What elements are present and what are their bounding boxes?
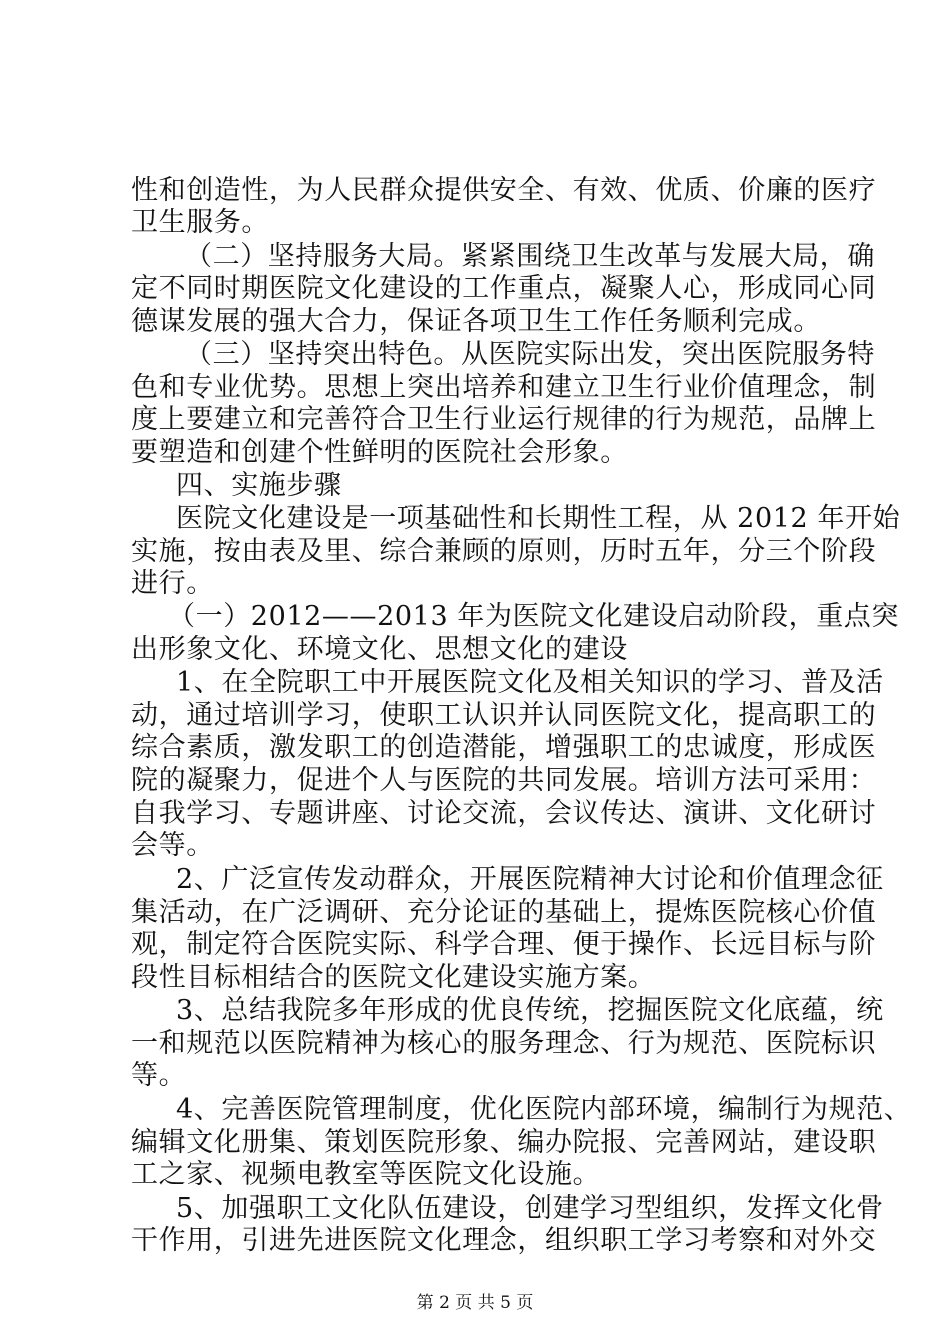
page-number-label: 第 2 页 共 5 页 (416, 1293, 534, 1313)
text-line: 德谋发展的强大合力，保证各项卫生工作任务顺利完成。 (131, 306, 821, 337)
text-line: 集活动，在广泛调研、充分论证的基础上，提炼医院核心价值 (131, 897, 877, 928)
text-line: 出形象文化、环境文化、思想文化的建设 (131, 634, 628, 665)
text-line: （三）坚持突出特色。从医院实际出发，突出医院服务特 (185, 339, 875, 370)
text-line: 2、广泛宣传发动群众，开展医院精神大讨论和价值理念征 (176, 864, 884, 895)
text-line: 干作用，引进先进医院文化理念，组织职工学习考察和对外交 (131, 1225, 877, 1256)
text-line: 院的凝聚力，促进个人与医院的共同发展。培训方法可采用： (131, 765, 877, 796)
text-line: 1、在全院职工中开展医院文化及相关知识的学习、普及活 (176, 667, 884, 698)
text-line: 3、总结我院多年形成的优良传统，挖掘医院文化底蕴，统 (176, 995, 884, 1026)
text-line: 色和专业优势。思想上突出培养和建立卫生行业价值理念，制 (131, 372, 877, 403)
text-line: （一）2012——2013 年为医院文化建设启动阶段，重点突 (168, 601, 900, 632)
text-line: 性和创造性，为人民群众提供安全、有效、优质、价廉的医疗 (131, 175, 877, 206)
text-line: 等。 (131, 1060, 187, 1091)
text-line: 动，通过培训学习，使职工认识并认同医院文化，提高职工的 (131, 700, 877, 731)
text-line: 自我学习、专题讲座、讨论交流，会议传达、演讲、文化研讨 (131, 798, 877, 829)
text-line: 一和规范以医院精神为核心的服务理念、行为规范、医院标识 (131, 1028, 877, 1059)
text-line: 定不同时期医院文化建设的工作重点，凝聚人心，形成同心同 (131, 273, 877, 304)
page-footer (0, 1292, 950, 1314)
text-line: （二）坚持服务大局。紧紧围绕卫生改革与发展大局，确 (185, 241, 875, 272)
text-line: 会等。 (131, 830, 214, 861)
text-line: 度上要建立和完善符合卫生行业运行规律的行为规范，品牌上 (131, 404, 877, 435)
text-line: 5、加强职工文化队伍建设，创建学习型组织，发挥文化骨 (176, 1193, 884, 1224)
text-line: 进行。 (131, 568, 214, 599)
text-line: 医院文化建设是一项基础性和长期性工程，从 2012 年开始 (176, 503, 901, 534)
text-line: 工之家、视频电教室等医院文化设施。 (131, 1159, 601, 1190)
text-line: 段性目标相结合的医院文化建设实施方案。 (131, 962, 656, 993)
text-line: 观，制定符合医院实际、科学合理、便于操作、长远目标与阶 (131, 929, 877, 960)
section-heading: 四、实施步骤 (176, 470, 342, 501)
text-line: 实施，按由表及里、综合兼顾的原则，历时五年，分三个阶段 (131, 536, 877, 567)
text-line: 编辑文化册集、策划医院形象、编办院报、完善网站，建设职 (131, 1127, 877, 1158)
text-line: 要塑造和创建个性鲜明的医院社会形象。 (131, 437, 628, 468)
text-line: 卫生服务。 (131, 207, 269, 238)
text-line: 4、完善医院管理制度，优化医院内部环境，编制行为规范、 (176, 1094, 912, 1125)
text-line: 综合素质，激发职工的创造潜能，增强职工的忠诚度，形成医 (131, 732, 877, 763)
